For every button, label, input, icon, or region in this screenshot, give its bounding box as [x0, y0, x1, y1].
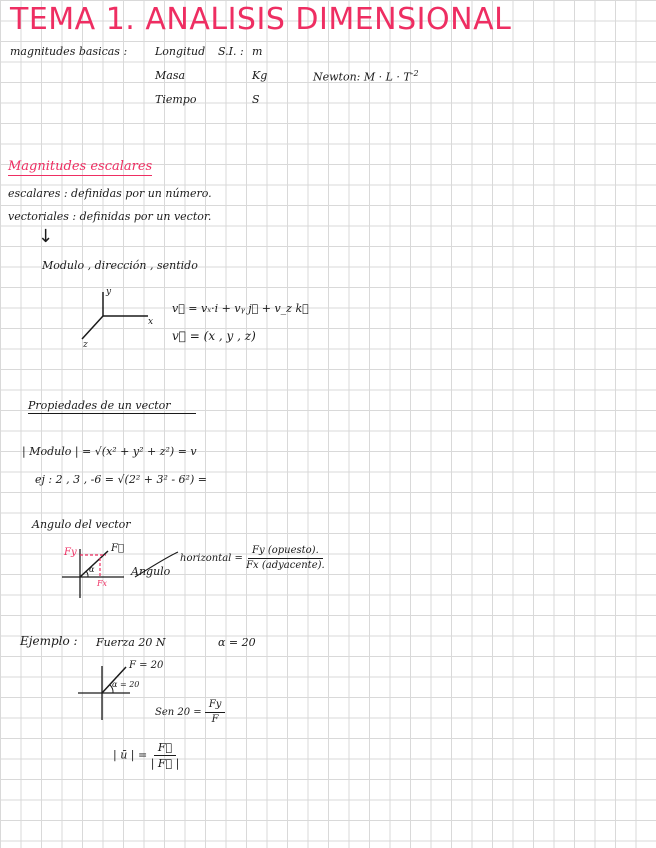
newton-exponent: -2 [410, 69, 419, 78]
example-alpha: α = 20 [218, 636, 256, 649]
magnitude-masa: Masa [155, 69, 186, 82]
example-f-label: F = 20 [129, 660, 164, 671]
x-axis-label: x [148, 317, 154, 327]
vector-components-eq: v⃗ = vₓ·i + vᵧ j⃗ + v_z k⃗ [172, 302, 309, 315]
example-force: Fuerza 20 N [96, 636, 166, 649]
sine-fraction [205, 700, 226, 725]
angle-word: Angulo [131, 565, 171, 578]
magnitude-tiempo: Tiempo [155, 93, 197, 106]
unit-kg: Kg [252, 69, 268, 82]
fy-label: Fy [64, 547, 77, 558]
example-alpha-label: α = 20 [112, 680, 140, 689]
vectors-definition: vectoriales : definidas por un vector. [8, 210, 212, 223]
z-axis-label: z [83, 340, 88, 350]
unit-vector-numerator: F⃗ [154, 742, 176, 756]
modulo-example: ej : 2 , 3 , -6 = √(2² + 3² - 6²) = [35, 473, 207, 486]
magnitude-longitud: Longitud [155, 45, 206, 58]
fx-label: Fx [97, 579, 108, 588]
modulo-formula: | Modulo | = √(x² + y² + z²) = v [22, 445, 197, 458]
down-arrow-icon: ↓ [38, 226, 54, 247]
angle-heading: Angulo del vector [32, 518, 131, 531]
y-axis-label: y [106, 287, 112, 297]
si-label: S.I. : [218, 45, 244, 58]
force-vector-label: F⃗ [111, 543, 124, 554]
unit-m: m [252, 45, 263, 58]
page-title: TEMA 1. ANALISIS DIMENSIONAL [10, 2, 512, 37]
sine-label: Sen 20 = [155, 707, 202, 718]
angle-numerator: Fy (opuesto). [248, 546, 323, 559]
vector-coordinates-eq: v⃗ = (x , y , z) [172, 329, 256, 343]
unit-vector-fraction [151, 742, 180, 769]
unit-s: S [252, 93, 260, 106]
newton-text: Newton: M · L · T [313, 70, 411, 84]
sine-numerator: Fy [205, 700, 226, 713]
scalars-heading: Magnitudes escalares [8, 159, 153, 174]
unit-vector-equation [113, 742, 179, 769]
scalars-definition: escalares : definidas por un número. [8, 187, 212, 200]
unit-vector-denominator: | F⃗ | [150, 757, 180, 770]
sine-equation [155, 700, 225, 725]
angle-denominator: Fx (adyacente). [246, 560, 325, 571]
angle-relation: horizontal = [180, 553, 247, 564]
unit-vector-label: | ū | = [113, 748, 148, 762]
sine-denominator: F [211, 714, 219, 725]
basic-magnitudes-label: magnitudes basicas : [10, 45, 128, 58]
vector-components-text: Modulo , dirección , sentido [42, 259, 198, 272]
example-label: Ejemplo : [20, 634, 78, 648]
properties-heading: Propiedades de un vector [28, 400, 196, 414]
alpha-label: α [89, 565, 95, 574]
